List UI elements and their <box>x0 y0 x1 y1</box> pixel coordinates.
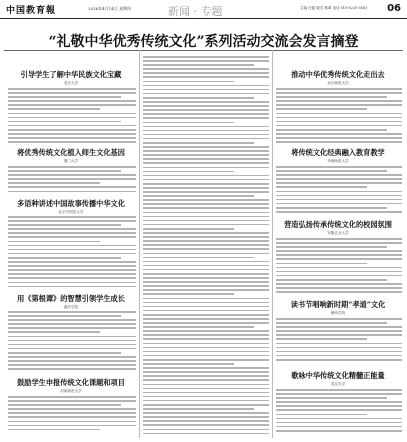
article-author: 安徽农业大学 <box>327 231 349 235</box>
section-name: 新闻 · 专题 <box>168 5 223 18</box>
article-heading-block <box>6 148 136 164</box>
body-text <box>8 216 136 290</box>
article-author: 厦门大学 <box>63 159 79 163</box>
article-heading: 营造弘扬传承传统文化的校园氛围 <box>284 220 392 229</box>
article-heading: 用《第根谭》的智慧引领学生成长 <box>17 294 125 303</box>
article-heading-block <box>143 70 401 86</box>
column-divider <box>139 50 140 438</box>
body-text <box>276 389 402 437</box>
article-author: 潍坊学院 <box>63 305 79 309</box>
body-text <box>276 166 402 218</box>
article-heading-block <box>273 220 403 236</box>
body-text <box>8 88 136 146</box>
dateline: 2016年4月14日 星期四 <box>88 6 132 11</box>
title-divider <box>4 50 403 51</box>
article-author: 北京师范大学 <box>327 81 349 85</box>
article-heading-block <box>6 294 136 310</box>
body-text <box>276 88 402 146</box>
article-author: 北京大学 <box>63 81 79 85</box>
article-heading: 将传统文化经典融入教育教学 <box>291 148 385 157</box>
body-text <box>8 166 136 194</box>
body-text <box>276 238 402 300</box>
editor-info: 主编 汪磊 版式 林翠 电话 010-8229 6581 <box>300 6 368 10</box>
article-heading-block <box>273 148 403 164</box>
body-text <box>8 311 136 375</box>
article-heading-block <box>273 300 403 316</box>
article-heading: 读书节唱响新时期“孝道”文化 <box>290 300 386 309</box>
page-number: 06 <box>387 3 401 14</box>
article-heading-block <box>273 371 403 387</box>
article-heading: 将优秀传统文化植入师生文化基因 <box>17 148 125 157</box>
article-heading-block <box>6 378 136 394</box>
article-author: 河南师范大学 <box>60 389 82 393</box>
article-author: 赣州学院 <box>330 311 346 315</box>
article-heading: 鼓励学生申报传统文化课题和项目 <box>17 378 125 387</box>
page-title: “礼敬中华优秀传统文化”系列活动交流会发言摘登 <box>48 34 359 50</box>
article-heading-block <box>6 70 136 86</box>
article-heading-block <box>6 199 136 215</box>
masthead <box>0 0 407 19</box>
article-heading: 歌咏中华传统文化精髓正能量 <box>291 371 385 380</box>
article-author: 华南师范大学 <box>327 159 349 163</box>
body-text <box>276 318 402 366</box>
body-text <box>8 396 136 436</box>
newspaper-logo: 中国教育報 <box>6 6 57 16</box>
article-heading: 多语种讲述中国故事传播中华文化 <box>17 199 125 208</box>
body-text <box>143 56 269 436</box>
article-heading: 推动中华优秀传统文化走出去 <box>291 70 385 79</box>
article-author: 武汉大学 <box>330 382 346 386</box>
article-author: 北京外国语大学 <box>58 210 84 214</box>
article-heading: 引导学生了解中华民族文化宝藏 <box>20 70 122 79</box>
